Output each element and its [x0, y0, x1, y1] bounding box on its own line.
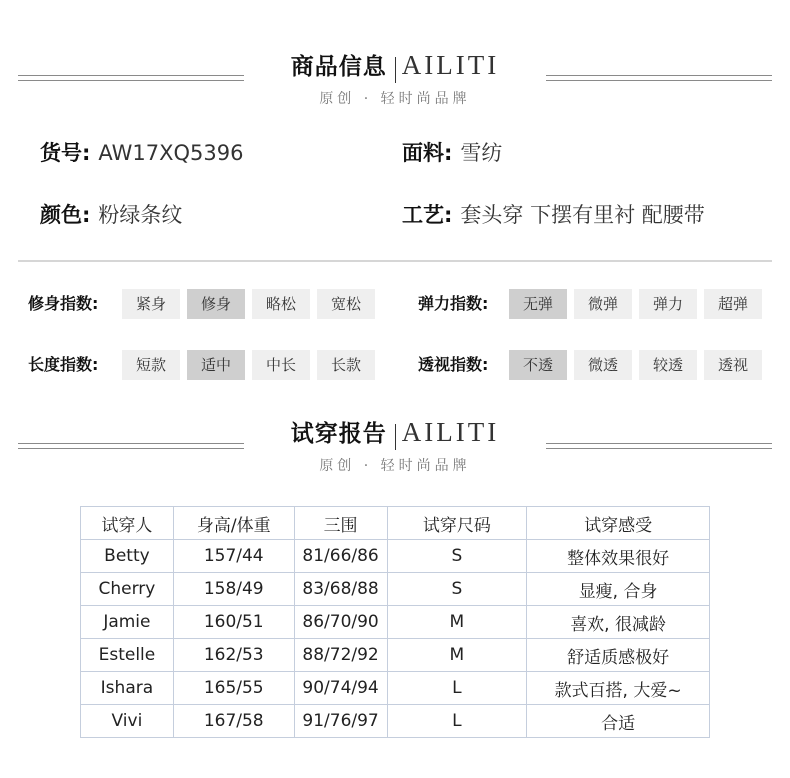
measurements: 88/72/92 — [294, 639, 387, 672]
feedback: 喜欢, 很减龄 — [527, 606, 710, 639]
size: M — [387, 639, 527, 672]
fit-index-label: 修身指数: — [28, 294, 99, 313]
fit-option-selected: 修身 — [187, 289, 245, 319]
tester-name: Betty — [81, 540, 174, 573]
header-cell: 三围 — [294, 507, 387, 540]
length-index — [28, 350, 378, 380]
fitting-report-table — [80, 506, 710, 738]
fit-index — [28, 289, 378, 319]
height-weight: 167/58 — [173, 705, 294, 738]
tester-name: Vivi — [81, 705, 174, 738]
craft-label: 工艺: — [402, 203, 453, 227]
size: L — [387, 705, 527, 738]
feedback: 款式百搭, 大爱~ — [527, 672, 710, 705]
item-number-label: 货号: — [40, 141, 91, 165]
fabric-value: 雪纺 — [460, 141, 503, 165]
table-row — [81, 573, 710, 606]
sheer-index-label: 透视指数: — [418, 355, 489, 374]
tester-name: Cherry — [81, 573, 174, 606]
section-divider — [18, 260, 772, 262]
height-weight: 160/51 — [173, 606, 294, 639]
brand-name: AILITI — [401, 50, 500, 80]
height-weight: 162/53 — [173, 639, 294, 672]
fabric — [402, 138, 502, 168]
color-label: 颜色: — [40, 203, 91, 227]
elastic-option: 微弹 — [574, 289, 632, 319]
craft-value: 套头穿 下摆有里衬 配腰带 — [460, 203, 705, 227]
table-row — [81, 540, 710, 573]
feedback: 舒适质感极好 — [527, 639, 710, 672]
elastic-option: 弹力 — [639, 289, 697, 319]
craft — [402, 200, 705, 230]
sheer-option: 较透 — [639, 350, 697, 380]
header-cell: 试穿尺码 — [387, 507, 527, 540]
fabric-label: 面料: — [402, 141, 453, 165]
fitting-report-header — [0, 415, 790, 485]
sheer-option: 透视 — [704, 350, 762, 380]
header-cell: 试穿感受 — [527, 507, 710, 540]
tester-name: Estelle — [81, 639, 174, 672]
fit-option: 紧身 — [122, 289, 180, 319]
table-row — [81, 705, 710, 738]
measurements: 86/70/90 — [294, 606, 387, 639]
color — [40, 200, 182, 230]
elastic-index-label: 弹力指数: — [418, 294, 489, 313]
header-cell: 试穿人 — [81, 507, 174, 540]
elastic-index — [418, 289, 768, 319]
size: S — [387, 540, 527, 573]
feedback: 显瘦, 合身 — [527, 573, 710, 606]
feedback: 合适 — [527, 705, 710, 738]
height-weight: 165/55 — [173, 672, 294, 705]
product-info-header — [0, 48, 790, 118]
measurements: 91/76/97 — [294, 705, 387, 738]
elastic-option: 超弹 — [704, 289, 762, 319]
section-title — [0, 415, 790, 449]
tester-name: Jamie — [81, 606, 174, 639]
section-subtitle: 原创 · 轻时尚品牌 — [319, 91, 471, 107]
item-number-value: AW17XQ5396 — [98, 141, 244, 165]
section-title — [0, 48, 790, 82]
title-separator — [395, 57, 396, 83]
table-header-row — [81, 507, 710, 540]
height-weight: 157/44 — [173, 540, 294, 573]
size: M — [387, 606, 527, 639]
measurements: 83/68/88 — [294, 573, 387, 606]
fit-option: 略松 — [252, 289, 310, 319]
table-row — [81, 606, 710, 639]
sheer-option: 微透 — [574, 350, 632, 380]
title-separator — [395, 424, 396, 450]
length-option: 短款 — [122, 350, 180, 380]
size: S — [387, 573, 527, 606]
elastic-option-selected: 无弹 — [509, 289, 567, 319]
tester-name: Ishara — [81, 672, 174, 705]
height-weight: 158/49 — [173, 573, 294, 606]
header-cell: 身高/体重 — [173, 507, 294, 540]
section-subtitle: 原创 · 轻时尚品牌 — [319, 458, 471, 474]
section-title-cn: 商品信息 — [290, 54, 387, 80]
section-title-cn: 试穿报告 — [290, 421, 387, 447]
color-value: 粉绿条纹 — [98, 203, 183, 227]
sheer-index — [418, 350, 768, 380]
table-row — [81, 672, 710, 705]
length-index-label: 长度指数: — [28, 355, 99, 374]
size: L — [387, 672, 527, 705]
length-option-selected: 适中 — [187, 350, 245, 380]
sheer-option-selected: 不透 — [509, 350, 567, 380]
table-row — [81, 639, 710, 672]
fit-option: 宽松 — [317, 289, 375, 319]
length-option: 中长 — [252, 350, 310, 380]
feedback: 整体效果很好 — [527, 540, 710, 573]
measurements: 90/74/94 — [294, 672, 387, 705]
item-number — [40, 138, 243, 168]
measurements: 81/66/86 — [294, 540, 387, 573]
brand-name: AILITI — [401, 417, 500, 447]
length-option: 长款 — [317, 350, 375, 380]
